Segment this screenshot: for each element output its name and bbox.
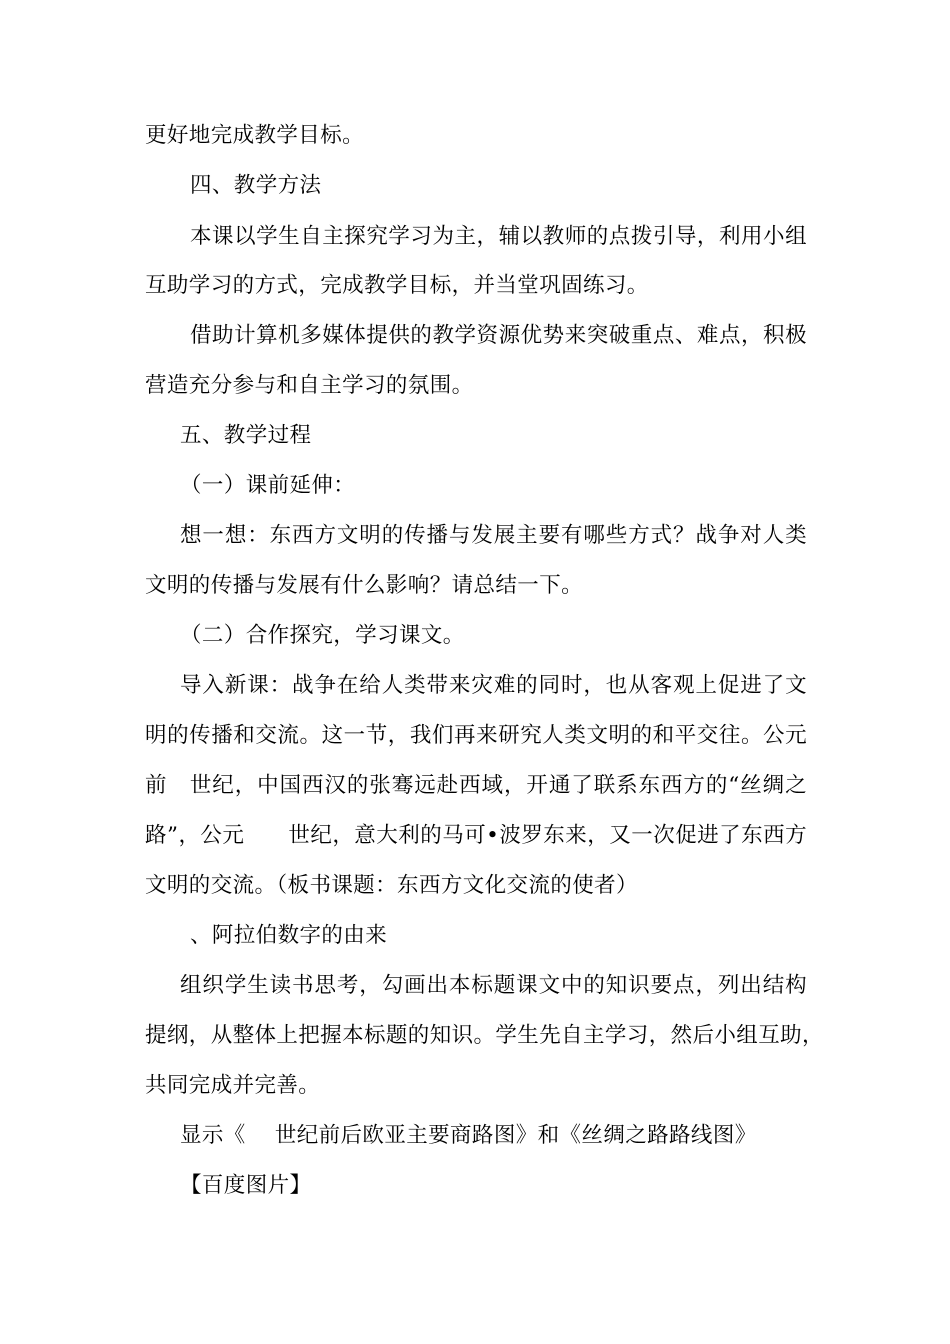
text-line-22: 【百度图片】 <box>180 1173 312 1198</box>
text-line-16: 文明的交流。（板书课题：东西方文化交流的使者） <box>145 873 638 898</box>
text-line-19: 提纲，从整体上把握本标题的知识。学生先自主学习，然后小组互助， <box>145 1023 824 1048</box>
text-line-10: 文明的传播与发展有什么影响？请总结一下。 <box>145 573 584 598</box>
subheading-cooperative-inquiry: （二）合作探究，学习课文。 <box>180 623 465 648</box>
text-line-14: 前 世纪，中国西汉的张骞远赴西域，开通了联系东西方的“丝绸之 <box>145 773 807 798</box>
text-line-13: 明的传播和交流。这一节，我们再来研究人类文明的和平交往。公元 <box>145 723 807 748</box>
subheading-pre-class: （一）课前延伸： <box>180 473 356 498</box>
text-line-18: 组织学生读书思考，勾画出本标题课文中的知识要点，列出结构 <box>180 973 807 998</box>
section-heading-teaching-method: 四、教学方法 <box>190 173 322 198</box>
text-line-6: 营造充分参与和自主学习的氛围。 <box>145 373 474 398</box>
text-line-1: 更好地完成教学目标。 <box>145 123 365 148</box>
text-line-20: 共同完成并完善。 <box>145 1073 321 1098</box>
section-heading-teaching-process: 五、教学过程 <box>180 423 312 448</box>
text-line-5: 借助计算机多媒体提供的教学资源优势来突破重点、难点，积极 <box>190 323 807 348</box>
subheading-arabic-numerals: 、阿拉伯数字的由来 <box>190 923 388 948</box>
text-line-3: 本课以学生自主探究学习为主，辅以教师的点拨引导，利用小组 <box>190 224 807 249</box>
text-line-4: 互助学习的方式，完成教学目标，并当堂巩固练习。 <box>145 273 649 298</box>
text-line-15: 路”，公元 世纪，意大利的马可•波罗东来，又一次促进了东西方 <box>145 823 807 848</box>
text-line-21: 显示《 世纪前后欧亚主要商路图》和《丝绸之路路线图》 <box>180 1123 757 1148</box>
text-line-12: 导入新课：战争在给人类带来灾难的同时，也从客观上促进了文 <box>180 673 807 698</box>
text-line-9: 想一想：东西方文明的传播与发展主要有哪些方式？战争对人类 <box>180 523 807 548</box>
